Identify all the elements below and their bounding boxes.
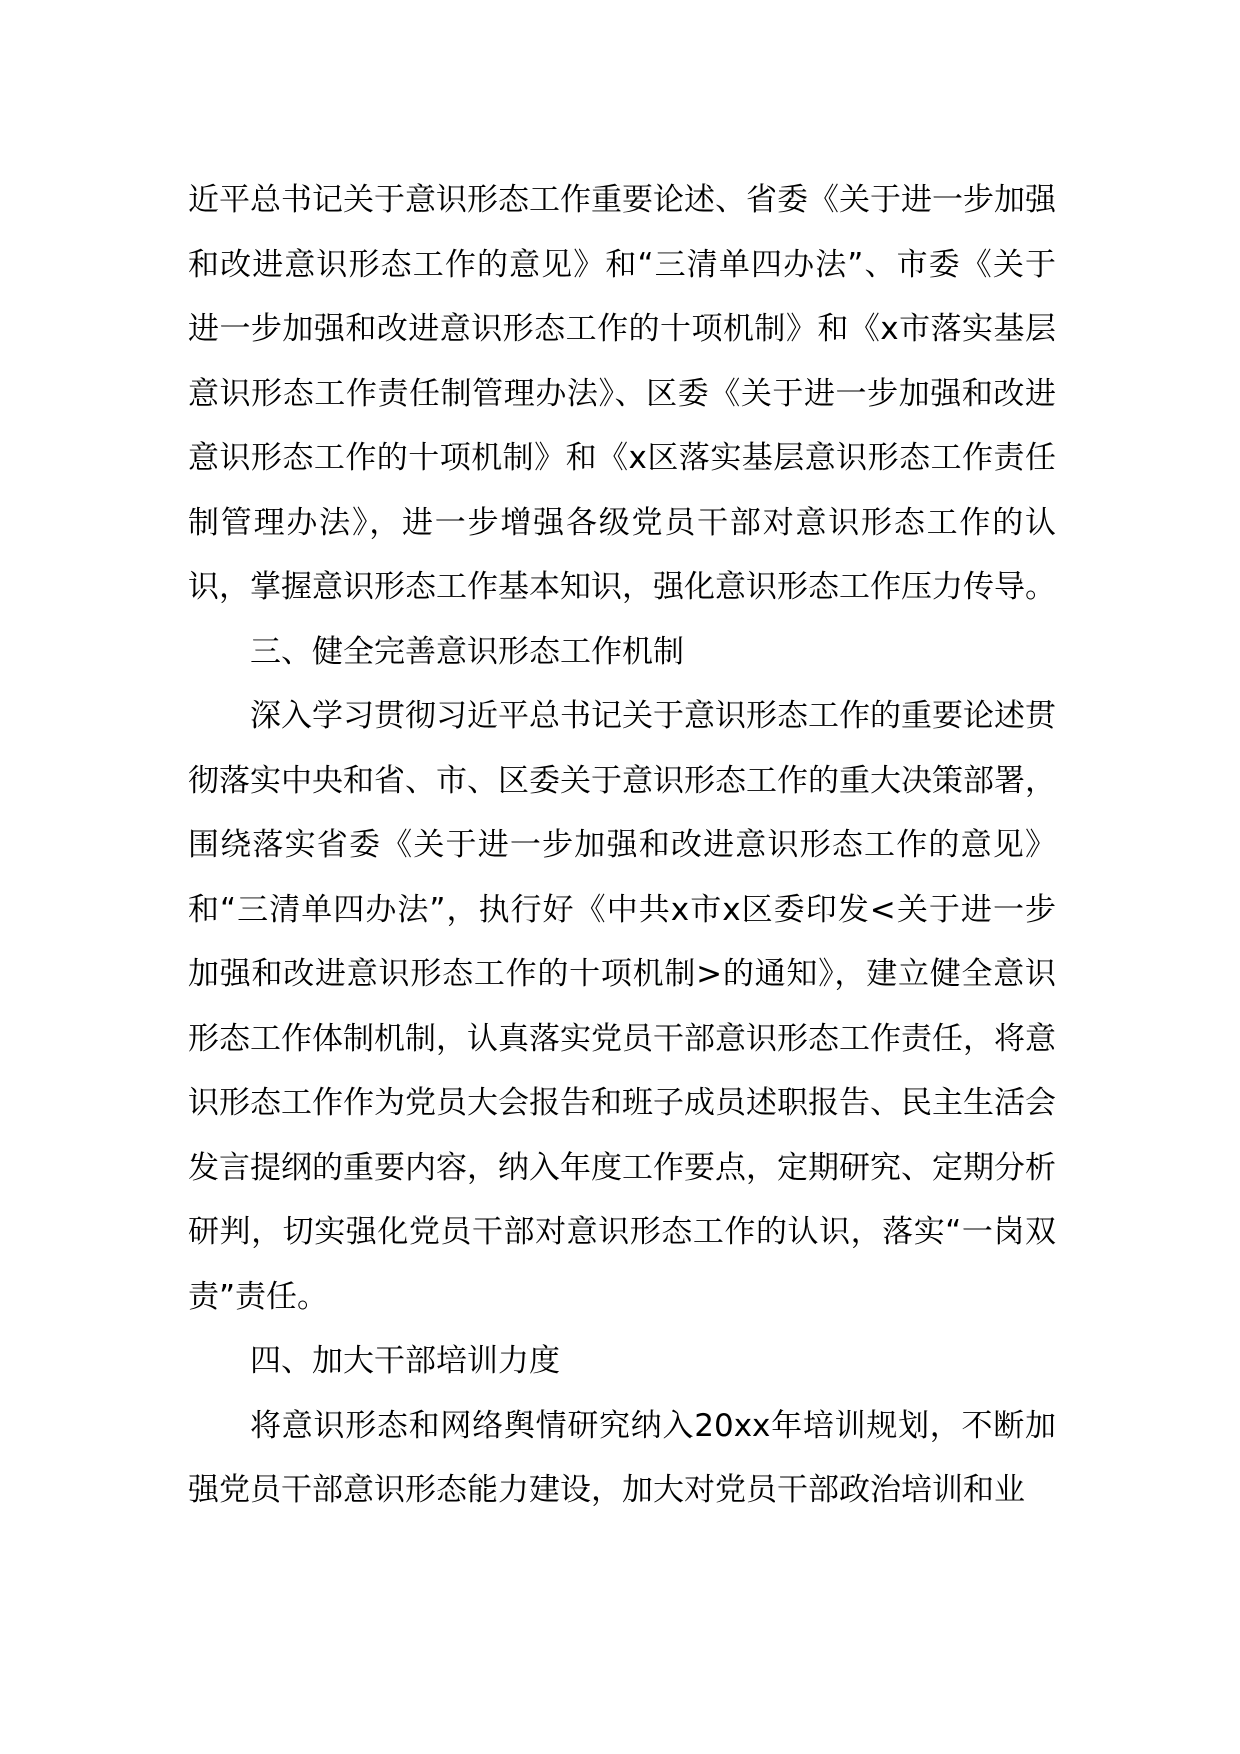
document-body bbox=[188, 168, 1056, 1523]
paragraph-section-3: 深入学习贯彻习近平总书记关于意识形态工作的重要论述贯彻落实中央和省、市、区委关于意识形态工作的重大决策部署，围绕落实省委《关于进一步加强和改进意识形态工作的意见》和“三清单四办法”，执行好《中共x市x区委印发<关于进一步加强和改进意识形态工作的十项机制>的通知》，建立健全意识形态工作体制机制，认真落实党员干部意识形态工作责任，将意识形态工作作为党员大会报告和班子成员述职报告、民主生活会发言提纲的重要内容，纳入年度工作要点，定期研究、定期分析研判，切实强化党员干部对意识形态工作的认识，落实“一岗双责”责任。 bbox=[188, 698, 1056, 1315]
paragraph-section-4: 将意识形态和网络舆情研究纳入20xx年培训规划，不断加强党员干部意识形态能力建设，加大对党员干部政治培训和业 bbox=[188, 1407, 1056, 1508]
paragraph-continuation: 近平总书记关于意识形态工作重要论述、省委《关于进一步加强和改进意识形态工作的意见》和“三清单四办法”、市委《关于进一步加强和改进意识形态工作的十项机制》和《x市落实基层意识形态工作责任制管理办法》、区委《关于进一步加强和改进意识形态工作的十项机制》和《x区落实基层意识形态工作责任制管理办法》，进一步增强各级党员干部对意识形态工作的认识，掌握意识形态工作基本知识，强化意识形态工作压力传导。 bbox=[188, 182, 1056, 605]
section-heading-4: 四、加大干部培训力度 bbox=[250, 1343, 560, 1379]
section-heading-3: 三、健全完善意识形态工作机制 bbox=[250, 633, 684, 670]
